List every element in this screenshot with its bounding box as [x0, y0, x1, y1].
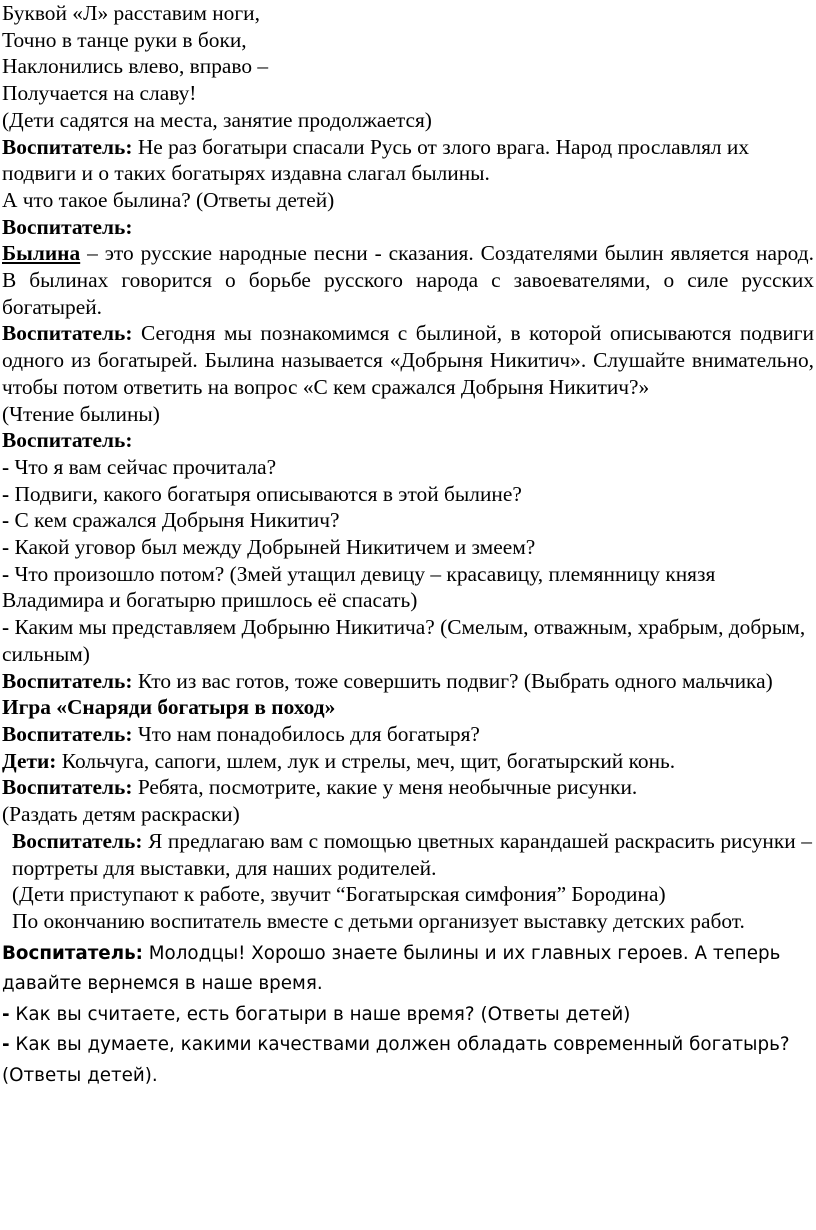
paragraph-children-answer: [0, 748, 816, 775]
stage-note: (Дети приступают к работе, звучит “Богатырская симфония” Бородина): [12, 882, 666, 907]
question-text: Каким мы представляем Добрыню Никитича? (Смелым, отважным, храбрым, добрым, сильным): [2, 615, 806, 666]
dash-marker: -: [2, 615, 10, 640]
paragraph-text: Я предлагаю вам с помощью цветных карандашей раскрасить рисунки – портреты для выставки, для наших родителей.: [12, 828, 812, 880]
paragraph-question: А что такое былина? (Ответы детей): [2, 187, 335, 212]
speaker-label: Воспитатель:: [2, 428, 133, 453]
dash-marker: -: [2, 1003, 10, 1025]
dash-marker: -: [2, 508, 10, 533]
speaker-line: [0, 214, 816, 241]
rhyme-note: (Дети садятся на места, занятие продолжается): [2, 107, 432, 132]
speaker-label: Воспитатель:: [2, 321, 133, 346]
paragraph-teacher-drawings: [0, 774, 816, 801]
stage-note: (Раздать детям раскраски): [2, 802, 240, 827]
speaker-label: Воспитатель:: [2, 775, 133, 800]
paragraph-text: Ребята, посмотрите, какие у меня необычные рисунки.: [132, 775, 638, 800]
speaker-label: Воспитатель:: [2, 668, 133, 693]
reading-note: (Чтение былины): [2, 401, 160, 426]
game-title: Игра «Снаряди богатыря в поход»: [2, 695, 336, 720]
final-question: [0, 1030, 816, 1091]
question-text: Как вы думаете, какими качествами должен обладать современный богатырь? (Ответы детей).: [2, 1034, 790, 1086]
question-text: Что я вам сейчас прочитала?: [9, 454, 277, 479]
paragraph-text: Не раз богатыри спасали Русь от злого врага. Народ прославлял их подвиги и о таких богатырях издавна слагал былины.: [2, 134, 750, 186]
speaker-label: Дети:: [2, 748, 57, 773]
paragraph-teacher-final: [0, 939, 816, 1000]
paragraph-text: – это русские народные песни - сказания. Создателями былин является народ. В былинах говорится о борьбе русского народа с завоевателями, о силе русских богатырей.: [2, 241, 814, 319]
paragraph-text: Кольчуга, сапоги, шлем, лук и стрелы, меч, щит, богатырский конь.: [56, 748, 676, 773]
paragraph-text: Что нам понадобилось для богатыря?: [132, 721, 480, 746]
paragraph-teacher-question: [0, 721, 816, 748]
speaker-label: Воспитатель:: [12, 828, 143, 853]
paragraph-text: Кто из вас готов, тоже совершить подвиг? (Выбрать одного мальчика): [132, 668, 773, 693]
dash-marker: -: [2, 1034, 10, 1056]
rhyme-line: Буквой «Л» расставим ноги,: [2, 1, 260, 25]
speaker-label: Воспитатель:: [2, 942, 143, 964]
question-text: Какой уговор был между Добрыней Никитичем и змеем?: [9, 535, 536, 560]
rhyme-line: Получается на славу!: [2, 81, 197, 106]
question-item: [0, 614, 816, 667]
dash-marker: -: [2, 561, 10, 586]
speaker-line: [0, 427, 816, 454]
final-question: [0, 1000, 816, 1031]
rhyme-line: Точно в танце руки в боки,: [2, 27, 247, 52]
question-text: Что произошло потом? (Змей утащил девицу – красавицу, племянницу князя Владимира и богатырю пришлось её спасать): [2, 561, 716, 613]
speaker-label: Воспитатель:: [2, 134, 133, 159]
question-text: С кем сражался Добрыня Никитич?: [9, 508, 340, 533]
question-item: [0, 454, 816, 481]
paragraph-definition: [0, 240, 816, 320]
dash-marker: -: [2, 454, 10, 479]
dash-marker: -: [2, 481, 10, 506]
question-item: [0, 507, 816, 534]
paragraph-teacher-volunteer: [0, 668, 816, 695]
paragraph-teacher-intro: [0, 134, 816, 187]
paragraph-teacher-reading: [0, 320, 816, 400]
paragraph-exhibition: По окончанию воспитатель вместе с детьми организует выставку детских работ.: [12, 908, 745, 933]
document-body-sans: [0, 939, 816, 1092]
question-text: Подвиги, какого богатыря описываются в этой былине?: [9, 481, 522, 506]
paragraph-text: Молодцы! Хорошо знаете былины и их главных героев. А теперь давайте вернемся в наше время.: [2, 942, 781, 995]
paragraph-teacher-coloring: [0, 828, 816, 881]
paragraph-text: Сегодня мы познакомимся с былиной, в которой описываются подвиги одного из богатырей. Былина называется «Добрыня Никитич». Слушайте внимательно, чтобы потом ответить на вопрос «С кем сражался Добрыня Никитич?»: [2, 321, 814, 399]
rhyme-line: Наклонились влево, вправо –: [2, 54, 269, 79]
dash-marker: -: [2, 535, 10, 560]
question-item: [0, 561, 816, 614]
definition-term: Былина: [2, 241, 81, 266]
speaker-label: Воспитатель:: [2, 214, 133, 239]
question-text: Как вы считаете, есть богатыри в наше время? (Ответы детей): [9, 1003, 631, 1025]
question-item: [0, 534, 816, 561]
speaker-label: Воспитатель:: [2, 721, 133, 746]
question-item: [0, 481, 816, 508]
